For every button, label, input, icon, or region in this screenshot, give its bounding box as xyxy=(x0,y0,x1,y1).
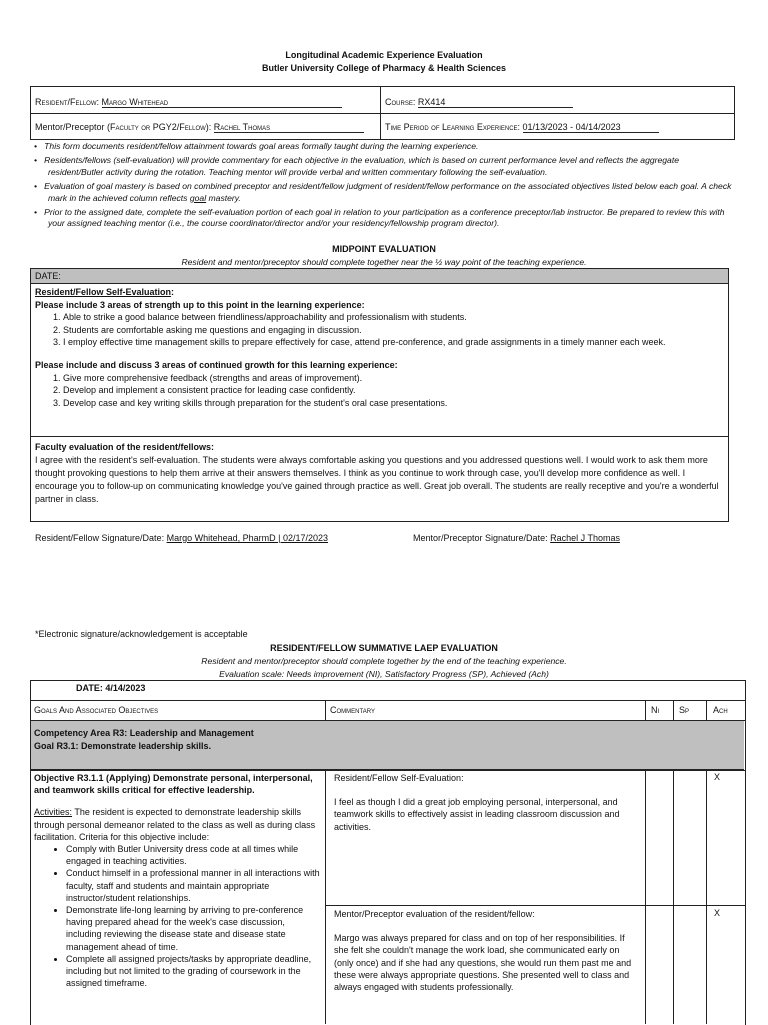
objective-cell xyxy=(34,772,320,989)
instruction-item: • Prior to the assigned date, complete the self-evaluation portion of each goal in relation to your participation as a conference preceptor/lab instructor. Be prepared to review this with your assigned teaching mentor (i.e., the course coordinator/director and/or your residency/fellowship program director). xyxy=(34,207,725,229)
criteria-list xyxy=(34,843,320,989)
mentor-eval-cell xyxy=(334,908,641,993)
strengths-prompt: Please include 3 areas of strength up to this point in the learning experience: xyxy=(35,299,365,310)
midpoint-subtitle: Resident and mentor/preceptor should complete together near the ½ way point of the teaching experience. xyxy=(181,257,587,267)
faculty-evaluation-section xyxy=(35,441,723,506)
mentor-eval-label: Mentor/Preceptor evaluation of the resident/fellow: xyxy=(334,909,535,919)
summative-subtitle-1: Resident and mentor/preceptor should complete together by the end of the teaching experience. xyxy=(201,656,567,666)
list-item: 3. I employ effective time management skills to prepare effectively for case, attend pre-conference, and grade assignments in a timely manner each week. xyxy=(63,336,723,349)
list-item: • Demonstrate life-long learning by arriving to pre-conference having prepared ahead for the week's case discussion, including reviewing the disease state and disease state management ahead of time. xyxy=(66,904,320,953)
list-item: • Comply with Butler University dress code at all times while engaged in teaching activities. xyxy=(66,843,320,867)
course-field xyxy=(385,97,725,108)
info-box xyxy=(30,86,735,140)
list-item: 1. Able to strike a good balance between friendliness/approachability and professionalism with students. xyxy=(63,311,723,324)
list-item: 3. Develop case and key writing skills through preparation for the student's oral case presentations. xyxy=(63,397,723,410)
self-eval-heading: Resident/Fellow Self-Evaluation xyxy=(35,287,172,297)
self-eval-label: Resident/Fellow Self-Evaluation: xyxy=(334,773,464,783)
ach-mark-2: X xyxy=(714,908,721,918)
course-label: Course: xyxy=(385,97,416,107)
self-eval-text: I feel as though I did a great job employing personal, interpersonal, and teamwork skills to effectively assist in leading classroom discussion and activities. xyxy=(334,797,620,832)
summative-date: DATE: 4/14/2023 xyxy=(76,683,146,693)
self-evaluation-section: Resident/Fellow Self-Evaluation: Please include 3 areas of strength up to this point in the learning experience: 1. Able to strike a good balance between friendliness/approachability and professionalism with students. 2. Students are comfortable asking me questions and engaging in discussion. 3. I employ effective time management skills to prepare effectively for case, attend pre-conference, and grade assignments in a timely manner each week. Please include and discuss 3 areas of continued growth for this learning experience: 1. Give more comprehensive feedback (strengths and areas of improvement). 2. Develop and implement a consistent practice for leading case confidently. 3. Develop case and key writing skills through preparation for the student's oral case presentations. xyxy=(35,286,723,409)
col-commentary-header: Commentary xyxy=(330,705,375,715)
summative-subtitle-2: Evaluation scale: Needs improvement (NI), Satisfactory Progress (SP), Achieved (Ach) xyxy=(219,669,549,679)
midpoint-box xyxy=(30,268,729,522)
ach-mark-1: X xyxy=(714,772,721,782)
list-item: 1. Give more comprehensive feedback (strengths and areas of improvement). xyxy=(63,372,723,385)
col-ach-header: Ach xyxy=(713,705,728,715)
growth-list xyxy=(35,372,723,410)
mentor-signature-label: Mentor/Preceptor Signature/Date: xyxy=(413,533,548,543)
mentor-label-b: Faculty or PGY2/Fellow xyxy=(110,122,206,132)
instruction-list xyxy=(34,141,734,230)
resident-signature-value: Margo Whitehead, PharmD | 02/17/2023 xyxy=(166,533,329,543)
mentor-signature-value: Rachel J Thomas xyxy=(550,533,620,543)
doc-title: Longitudinal Academic Experience Evaluation xyxy=(285,50,483,60)
midpoint-date-label: DATE: xyxy=(35,271,61,281)
instruction-item: • This form documents resident/fellow attainment towards goal areas formally taught during the learning experience. xyxy=(34,141,479,151)
col-sp-header: Sp xyxy=(679,705,690,715)
doc-subtitle: Butler University College of Pharmacy & Health Sciences xyxy=(261,63,507,73)
summative-table xyxy=(30,680,745,1024)
resident-label: Resident/Fellow: xyxy=(35,97,100,107)
instruction-item: • Residents/fellows (self-evaluation) will provide commentary for each objective in the evaluation, which is based on current performance level and reflects the aggregate resident/Butler activity during the rotation. Teaching mentor will provide verbal and written commentary following the self-evaluation. xyxy=(34,155,680,177)
faculty-heading: Faculty evaluation of the resident/fellows: xyxy=(35,442,215,452)
period-value: 01/13/2023 - 04/14/2023 xyxy=(523,122,659,133)
col-ni-header: Ni xyxy=(651,705,660,715)
resident-signature-label: Resident/Fellow Signature/Date: xyxy=(35,533,165,543)
list-item: • Complete all assigned projects/tasks by appropriate deadline, including but not limited to the grading of coursework in the assigned timeframe. xyxy=(66,953,320,990)
resident-value: Margo Whitehead xyxy=(102,97,342,108)
list-item: 2. Students are comfortable asking me questions and engaging in discussion. xyxy=(63,324,723,337)
activities-text: Activities: The resident is expected to demonstrate leadership skills through personal demeanor related to the class as well as during class facilitation. Criteria for this objective include: xyxy=(34,807,316,842)
goal-title: Goal R3.1: Demonstrate leadership skills. xyxy=(34,740,212,751)
mentor-label-a: Mentor/Preceptor ( xyxy=(35,122,111,132)
faculty-text: I agree with the resident's self-evaluation. The students were always comfortable asking you questions and you addressed questions well. I would work to ask them more thought provoking questions to help them arrive at their answers themselves. I think as you continue to work through case, you'll develop more confidence as well. I encourage you to follow-up on communicating knowledge you've gained through practice as well. Great job overall. The students are really receptive and you're a wonderful partner in class. xyxy=(35,455,719,504)
growth-prompt: Please include and discuss 3 areas of continued growth for this learning experience: xyxy=(35,359,398,370)
mentor-field xyxy=(35,122,379,133)
mentor-signature xyxy=(413,533,620,543)
signature-note: *Electronic signature/acknowledgement is acceptable xyxy=(35,629,248,639)
midpoint-date-row xyxy=(31,269,728,284)
self-eval-cell xyxy=(334,772,639,833)
period-field xyxy=(385,122,731,133)
mentor-label-c: ): xyxy=(205,122,212,132)
col-goals-header: Goals And Associated Objectives xyxy=(34,705,159,715)
midpoint-title: MIDPOINT EVALUATION xyxy=(332,244,436,254)
period-label: Time Period of Learning Experience: xyxy=(385,122,521,132)
strengths-list xyxy=(35,311,723,349)
resident-signature xyxy=(35,533,328,543)
list-item: 2. Develop and implement a consistent practice for leading case confidently. xyxy=(63,384,723,397)
list-item: • Conduct himself in a professional manner in all interactions with faculty, staff and students and maintain appropriate instructor/student relationships. xyxy=(66,867,320,904)
course-value: RX414 xyxy=(418,97,573,108)
instruction-item: • Evaluation of goal mastery is based on combined preceptor and resident/fellow judgment of resident/fellow performance on the associated objectives listed below each goal. A check mark in the achieved column reflects goal mastery. xyxy=(34,181,732,203)
summative-title: RESIDENT/FELLOW SUMMATIVE LAEP EVALUATION xyxy=(270,643,498,653)
mentor-eval-text: Margo was always prepared for class and on top of her responsibilities. If she felt she couldn't manage the work load, she communicated early on (only once) and if she had any questions, she would run them past me and these were always appropriate questions. She presented well to class and always engaged with students professionally. xyxy=(334,933,632,993)
resident-field xyxy=(35,97,375,108)
competency-band xyxy=(31,721,744,770)
objective-title: Objective R3.1.1 (Applying) Demonstrate personal, interpersonal, and teamwork skills critical for effective leadership. xyxy=(34,773,313,796)
competency-title: Competency Area R3: Leadership and Management xyxy=(34,728,254,738)
mentor-value: Rachel Thomas xyxy=(214,122,364,133)
